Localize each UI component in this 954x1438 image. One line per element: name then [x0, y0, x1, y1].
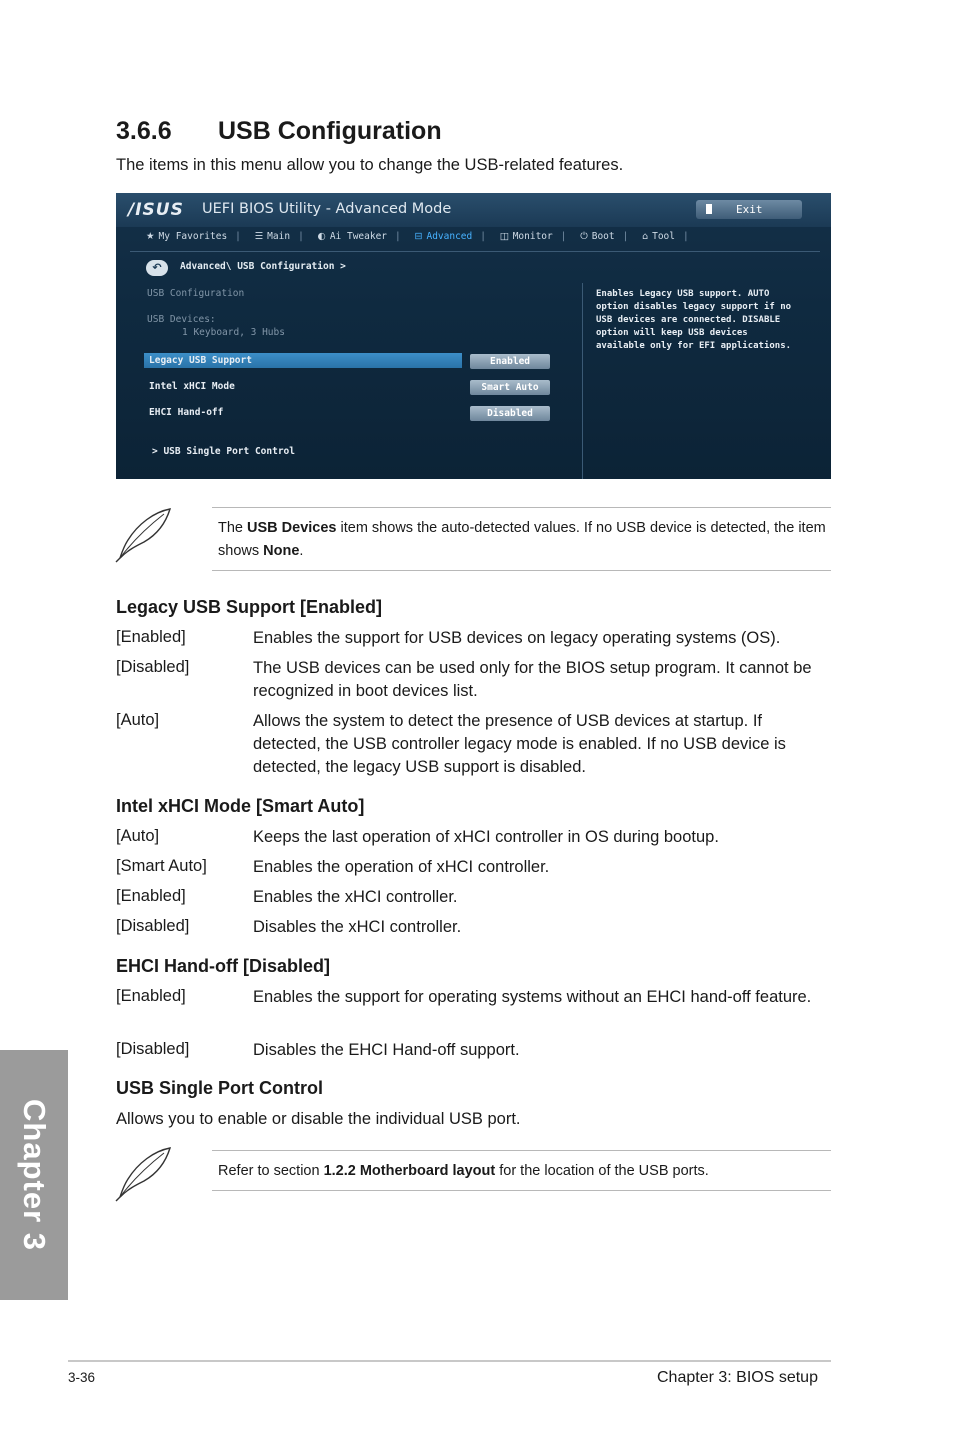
- legacy-usb-heading: Legacy USB Support [Enabled]: [116, 597, 383, 617]
- motherboard-layout-note: [218, 1160, 828, 1183]
- option-desc: Allows the system to detect the presence of USB devices at startup. If detected, the USB controller legacy mode is enabled. If no USB device is detected, the legacy USB support is disabled.: [253, 712, 786, 776]
- bios-title: UEFI BIOS Utility - Advanced Mode: [202, 201, 452, 217]
- option-term: [Auto]: [116, 827, 160, 845]
- option-term: [Enabled]: [116, 628, 186, 646]
- power-icon: ⏻: [580, 231, 588, 242]
- note-bold: 1.2.2 Motherboard layout: [323, 1163, 496, 1179]
- option-term: [Disabled]: [116, 658, 190, 676]
- nav-main[interactable]: [255, 231, 290, 242]
- option-desc: Enables the operation of xHCI controller.: [253, 858, 550, 876]
- option-desc: Enables the support for USB devices on legacy operating systems (OS).: [253, 629, 781, 647]
- monitor-icon: ◫: [499, 231, 509, 242]
- footer-rule: [68, 1360, 831, 1362]
- nav-advanced[interactable]: [415, 231, 473, 242]
- intel-xhci-mode-value[interactable]: Smart Auto: [470, 380, 550, 395]
- help-line: available only for EFI applications.: [596, 341, 792, 351]
- ehci-hand-off-value[interactable]: Disabled: [470, 406, 550, 421]
- ehci-heading: EHCI Hand-off [Disabled]: [116, 956, 330, 976]
- ai-tweaker-icon: ◐: [317, 231, 326, 242]
- help-line: USB devices are connected. DISABLE: [596, 315, 781, 325]
- nav-monitor[interactable]: [500, 231, 553, 242]
- note-rule-top: [212, 507, 831, 508]
- section-number: 3.6.6: [116, 117, 172, 145]
- legacy-usb-support-value[interactable]: Enabled: [470, 354, 550, 369]
- star-icon: ★: [146, 231, 155, 242]
- option-term: [Auto]: [116, 711, 160, 729]
- bios-divider: [130, 251, 820, 252]
- help-text: [596, 288, 821, 353]
- exit-button[interactable]: [696, 200, 802, 219]
- legacy-usb-support-item[interactable]: Legacy USB Support: [149, 355, 252, 366]
- help-divider: [582, 283, 583, 479]
- bios-breadcrumb: Advanced\ USB Configuration >: [180, 261, 346, 272]
- page-number: 3-36: [68, 1370, 96, 1385]
- quill-note-icon: [114, 506, 174, 564]
- note-text: item shows the auto-detected values. If no USB device is detected, the item shows: [218, 520, 826, 559]
- usb-devices-label: USB Devices:: [147, 314, 216, 325]
- intel-xhci-mode-item[interactable]: Intel xHCI Mode: [149, 381, 235, 392]
- usb-single-port-control-item[interactable]: > USB Single Port Control: [152, 446, 295, 457]
- nav-label: Monitor: [512, 231, 553, 242]
- option-desc: Disables the EHCI Hand-off support.: [253, 1041, 520, 1059]
- option-desc: Keeps the last operation of xHCI controller in OS during bootup.: [253, 828, 719, 846]
- asus-logo: /ISUS: [128, 200, 184, 220]
- usb-config-label: USB Configuration: [147, 288, 245, 299]
- advanced-icon: ⊟: [414, 231, 423, 242]
- note-text: The: [218, 520, 248, 536]
- xhci-heading: Intel xHCI Mode [Smart Auto]: [116, 796, 365, 816]
- help-line: Enables Legacy USB support. AUTO: [596, 289, 770, 299]
- nav-separator: |: [560, 231, 567, 242]
- nav-tool[interactable]: [642, 231, 675, 242]
- option-term: [Enabled]: [116, 987, 186, 1005]
- chapter-tab-label: Chapter 3: [17, 1099, 52, 1251]
- note-text: Refer to section: [218, 1163, 324, 1179]
- tool-icon: ⌂: [642, 231, 649, 242]
- section-title: USB Configuration: [218, 117, 442, 145]
- option-desc: Disables the xHCI controller.: [253, 918, 462, 936]
- section-intro: The items in this menu allow you to change the USB-related features.: [116, 156, 624, 174]
- note-bold: USB Devices: [247, 520, 337, 536]
- nav-my-favorites[interactable]: [146, 231, 227, 242]
- nav-label: Ai Tweaker: [329, 231, 388, 242]
- exit-door-icon: [706, 204, 712, 214]
- single-port-heading: USB Single Port Control: [116, 1078, 323, 1098]
- nav-label: My Favorites: [158, 231, 228, 242]
- note-rule-bottom: [212, 570, 831, 571]
- nav-label: Advanced: [426, 231, 473, 242]
- bios-header: [116, 193, 831, 227]
- note-bold: None: [263, 543, 300, 559]
- help-line: option will keep USB devices: [596, 328, 748, 338]
- single-port-text: Allows you to enable or disable the individual USB port.: [116, 1110, 521, 1128]
- usb-devices-value: 1 Keyboard, 3 Hubs: [182, 327, 285, 338]
- bios-nav: [146, 231, 796, 249]
- ehci-hand-off-item[interactable]: EHCI Hand-off: [149, 407, 224, 418]
- nav-separator: |: [395, 231, 401, 242]
- note-text: .: [299, 543, 304, 559]
- nav-separator: |: [235, 231, 241, 242]
- list-icon: ☰: [254, 231, 264, 242]
- chapter-tab: [0, 1050, 68, 1300]
- help-line: option disables legacy support if no: [596, 302, 792, 312]
- nav-separator: |: [622, 231, 629, 242]
- note-text: for the location of the USB ports.: [495, 1163, 709, 1179]
- nav-separator: |: [298, 231, 304, 242]
- note-rule-top: [212, 1150, 831, 1151]
- option-desc: Enables the xHCI controller.: [253, 888, 458, 906]
- option-term: [Disabled]: [116, 917, 190, 935]
- nav-label: Tool: [652, 231, 675, 242]
- footer-chapter: Chapter 3: BIOS setup: [657, 1369, 818, 1386]
- option-desc: The USB devices can be used only for the BIOS setup program. It cannot be recognized in boot devices list.: [253, 659, 812, 700]
- option-desc: Enables the support for operating systems without an EHCI hand-off feature.: [253, 988, 812, 1006]
- nav-separator: |: [683, 231, 689, 242]
- option-term: [Smart Auto]: [116, 857, 207, 875]
- usb-devices-note: [218, 517, 828, 563]
- bios-screenshot: [116, 193, 831, 479]
- exit-label: Exit: [736, 203, 763, 216]
- back-arrow-icon[interactable]: ↶: [146, 260, 168, 276]
- option-term: [Enabled]: [116, 887, 186, 905]
- nav-label: Boot: [591, 231, 615, 242]
- nav-separator: |: [480, 231, 486, 242]
- nav-boot[interactable]: [580, 231, 614, 242]
- nav-ai-tweaker[interactable]: [318, 231, 388, 242]
- option-term: [Disabled]: [116, 1040, 190, 1058]
- note-rule-bottom: [212, 1190, 831, 1191]
- quill-note-icon: [114, 1145, 174, 1203]
- nav-label: Main: [267, 231, 291, 242]
